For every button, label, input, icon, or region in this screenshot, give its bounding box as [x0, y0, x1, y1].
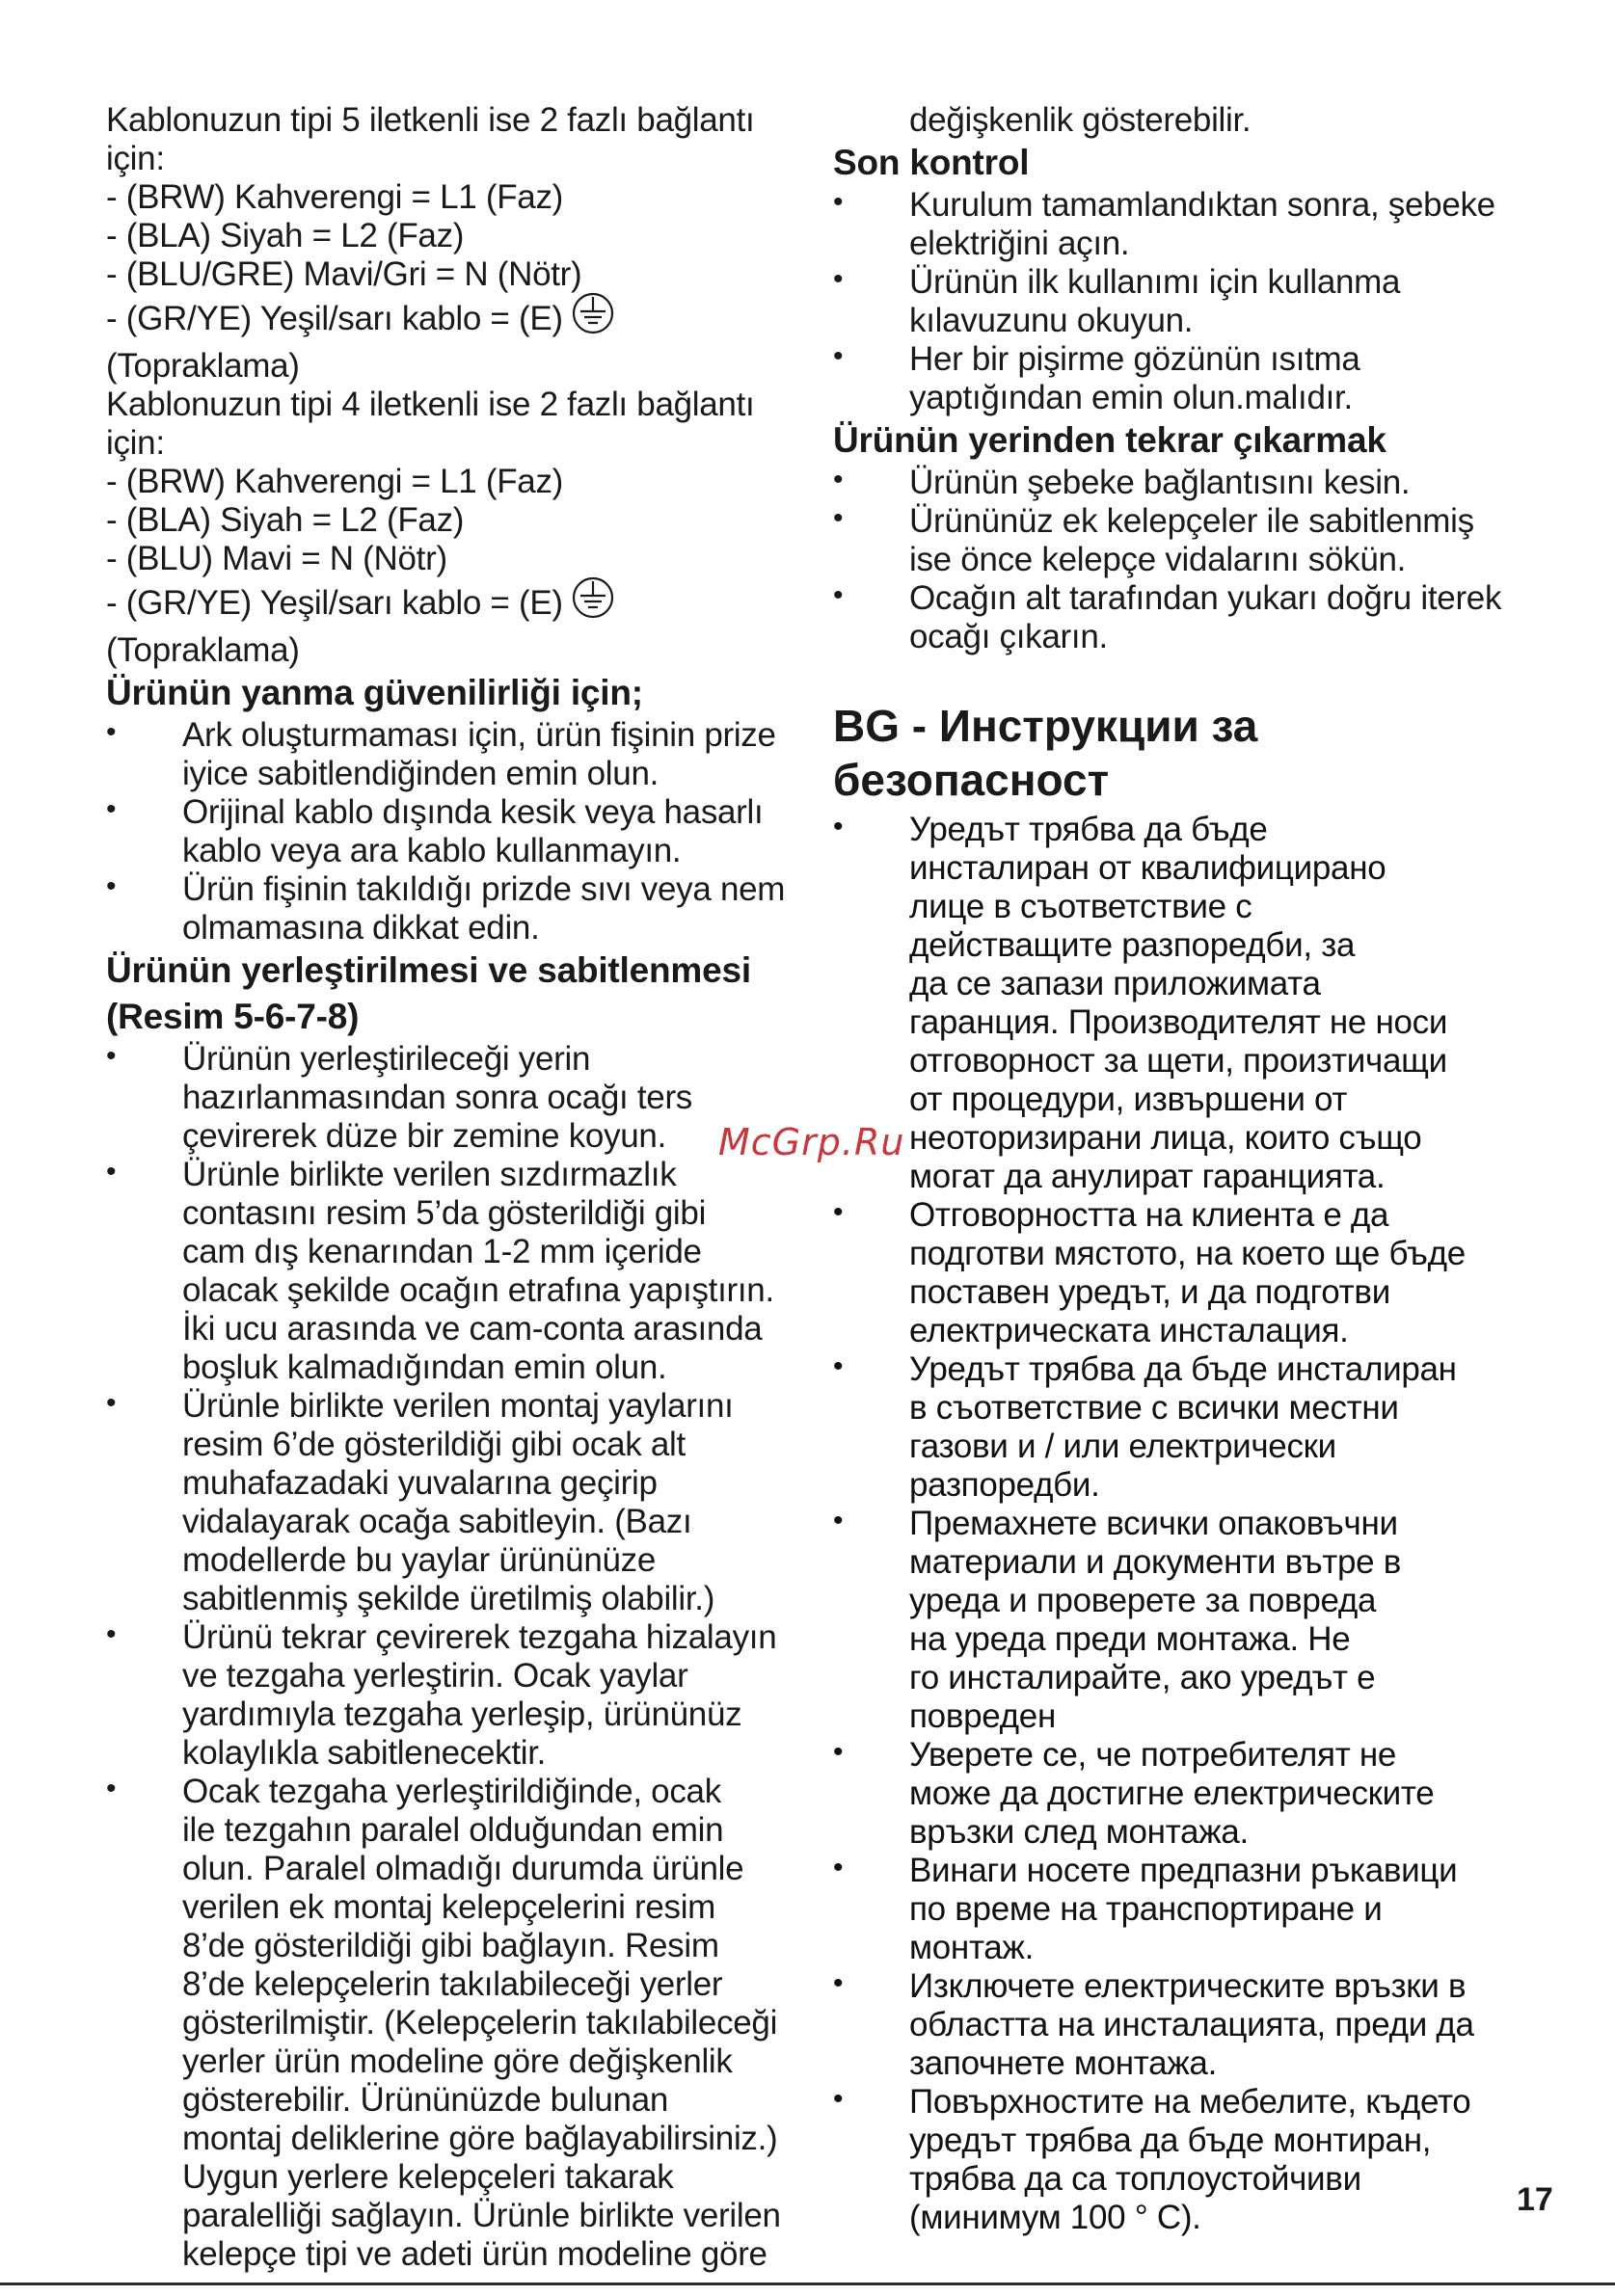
bullet: • [106, 1618, 117, 1650]
wire-5-blu-gre: - (BLU/GRE) Mavi/Gri = N (Nötr) [106, 255, 582, 293]
bullet: • [833, 186, 844, 218]
bullet: • [106, 793, 117, 825]
bullet: • [106, 1387, 117, 1419]
heading-son-kontrol: Son kontrol [833, 143, 1030, 182]
list-item: • Ürünün ilk kullanımı için kullanma kılavuzunu okuyun. [833, 263, 1401, 339]
wire-5-gr-ye: - (GR/YE) Yeşil/sarı kablo = (E) [106, 294, 800, 347]
intro-5-line-2: için: [106, 140, 165, 177]
intro-5-line-1: Kablonuzun tipi 5 iletkenli ise 2 fazlı bağlantı [106, 101, 755, 139]
list-item: • Her bir pişirme gözünün ısıtma yaptığından emin olun.malıdır. [833, 340, 1360, 416]
bullet: • [833, 502, 844, 534]
intro-4-line-2: için: [106, 424, 165, 462]
wire-5-brw: - (BRW) Kahverengi = L1 (Faz) [106, 178, 564, 216]
bottom-rule [0, 2283, 1615, 2285]
list-item: • Ocağın alt tarafından yukarı doğru iterek ocağı çıkarın. [833, 579, 1502, 655]
page-number: 17 [1517, 2181, 1553, 2218]
list-item: • Kurulum tamamlandıktan sonra, şebeke elektriğini açın. [833, 186, 1495, 262]
watermark: McGrp.Ru [718, 1121, 905, 1163]
list-item: • Отговорността на клиента е да подготви мястото, на което ще бъде поставен уредът, и да подготви електрическата инсталация. [833, 1196, 1466, 1349]
heading-bg-line-1: BG - Инструкции за [833, 701, 1258, 751]
list-item: • Уредът трябва да бъде инсталиран от квалифицирано лице в съответствие с действащите разпоредби, за да се запази приложимата гаранция. Производителят не носи отговорност за щети, произтичащи от процедури, извършени от неоторизирани лица, които също могат да анулират гаранцията. [833, 811, 1448, 1195]
continued-text: değişkenlik gösterebilir. [909, 101, 1252, 139]
list-item: • Винаги носете предпазни ръкавици по време на транспортиране и монтаж. [833, 1852, 1458, 1966]
bullet: • [106, 1156, 117, 1188]
ground-symbol-icon [571, 575, 615, 628]
list-item: • Премахнете всички опаковъчни материали и документи вътре в уреда и проверете за повреда на уреда преди монтажа. Не го инсталирайте, ако уредът е повреден [833, 1505, 1402, 1735]
bullet: • [106, 716, 117, 748]
heading-bg-line-2: безопасност [833, 755, 1110, 805]
bullet: • [833, 340, 844, 372]
bullet: • [833, 1967, 844, 1999]
topraklama-2: (Topraklama) [106, 631, 300, 669]
list-item: • Уверете се, че потребителят не може да достигне електрическите връзки след монтажа. [833, 1736, 1435, 1851]
bullet: • [833, 1350, 844, 1382]
list-item: • Ürünün şebeke bağlantısını kesin. [833, 464, 1411, 501]
heading-install-line-2: (Resim 5-6-7-8) [106, 997, 360, 1036]
right-column [833, 101, 1527, 2237]
wire-5-bla: - (BLA) Siyah = L2 (Faz) [106, 217, 465, 254]
heading-install-line-1: Ürünün yerleştirilmesi ve sabitlenmesi [106, 950, 751, 990]
ground-symbol-icon [571, 291, 615, 344]
topraklama-1: (Topraklama) [106, 347, 300, 385]
list-item: • Ark oluşturmaması için, ürün fişinin prize iyice sabitlendiğinden emin olun. [106, 716, 776, 792]
list-item: • Ürünle birlikte verilen montaj yaylarını resim 6’de gösterildiği gibi ocak alt muhafazadaki yuvalarına geçirip vidalayarak ocağa sabitleyin. (Bazı modellerde bu yaylar ürününüze sabitlenmiş şekilde üretilmiş olabilir.) [106, 1387, 734, 1617]
bullet: • [833, 811, 844, 842]
bullet: • [833, 1196, 844, 1228]
bullet: • [106, 1040, 117, 1072]
wire-4-bla: - (BLA) Siyah = L2 (Faz) [106, 501, 465, 539]
list-item: • Ürünle birlikte verilen sızdırmazlık contasını resim 5’da gösterildiği gibi cam dış kenarından 1-2 mm içeride olacak şekilde ocağın etrafına yapıştırın. İki ucu arasında ve cam-conta arasında boşluk kalmadığından emin olun. [106, 1156, 774, 1386]
list-item: • Повърхностите на мебелите, където уредът трябва да бъде монтиран, трябва да са топлоустойчиви (минимум 100 ° C). [833, 2083, 1471, 2236]
heading-remove: Ürünün yerinden tekrar çıkarmak [833, 420, 1386, 460]
wire-4-brw: - (BRW) Kahverengi = L1 (Faz) [106, 463, 564, 500]
list-item: • Ürünün yerleştirileceği yerin hazırlanmasından sonra ocağı ters çevirerek düze bir zemine koyun. [106, 1040, 693, 1155]
bullet: • [106, 870, 117, 902]
wire-4-blu: - (BLU) Mavi = N (Nötr) [106, 540, 447, 577]
bullet: • [833, 263, 844, 295]
list-item: • Orijinal kablo dışında kesik veya hasarlı kablo veya ara kablo kullanmayın. [106, 793, 764, 869]
bullet: • [833, 2083, 844, 2115]
heading-safety: Ürünün yanma güvenilirliği için; [106, 673, 643, 712]
bullet: • [833, 1505, 844, 1536]
left-column [106, 101, 800, 2274]
list-item: • Ürün fişinin takıldığı prizde sıvı veya nem olmamasına dikkat edin. [106, 870, 786, 947]
bullet: • [833, 1852, 844, 1883]
bullet: • [833, 1736, 844, 1768]
list-item: • Изключете електрическите връзки в областта на инсталацията, преди да започнете монтажа. [833, 1967, 1474, 2082]
list-item: • Уредът трябва да бъде инсталиран в съответствие с всички местни газови и / или електрически разпоредби. [833, 1350, 1457, 1504]
wire-4-gr-ye: - (GR/YE) Yeşil/sarı kablo = (E) [106, 578, 800, 631]
list-item: • Ürününüz ek kelepçeler ile sabitlenmiş ise önce kelepçe vidalarını sökün. [833, 502, 1474, 578]
bullet: • [833, 579, 844, 611]
bullet: • [833, 464, 844, 495]
list-item: • Ocak tezgaha yerleştirildiğinde, ocak ile tezgahın paralel olduğundan emin olun. Paralel olmadığı durumda ürünle verilen ek montaj kelepçelerini resim 8’de gösterildiği gibi bağlayın. Resim 8’de kelepçelerin takılabileceği yerler gösterilmiştir. (Kelepçelerin takılabileceği yerler ürün modeline göre değişkenlik gösterebilir. Ürününüzde bulunan montaj deliklerine göre bağlayabilirsiniz.) Uygun yerlere kelepçeleri takarak paralelliği sağlayın. Ürünle birlikte verilen kelepçe tipi ve adeti ürün modeline göre [106, 1773, 781, 2273]
intro-4-line-1: Kablonuzun tipi 4 iletkenli ise 2 fazlı bağlantı [106, 386, 755, 423]
bullet: • [106, 1773, 117, 1804]
list-item: • Ürünü tekrar çevirerek tezgaha hizalayın ve tezgaha yerleştirin. Ocak yaylar yardımıyla tezgaha yerleşip, ürününüz kolaylıkla sabitlenecektir. [106, 1618, 777, 1772]
